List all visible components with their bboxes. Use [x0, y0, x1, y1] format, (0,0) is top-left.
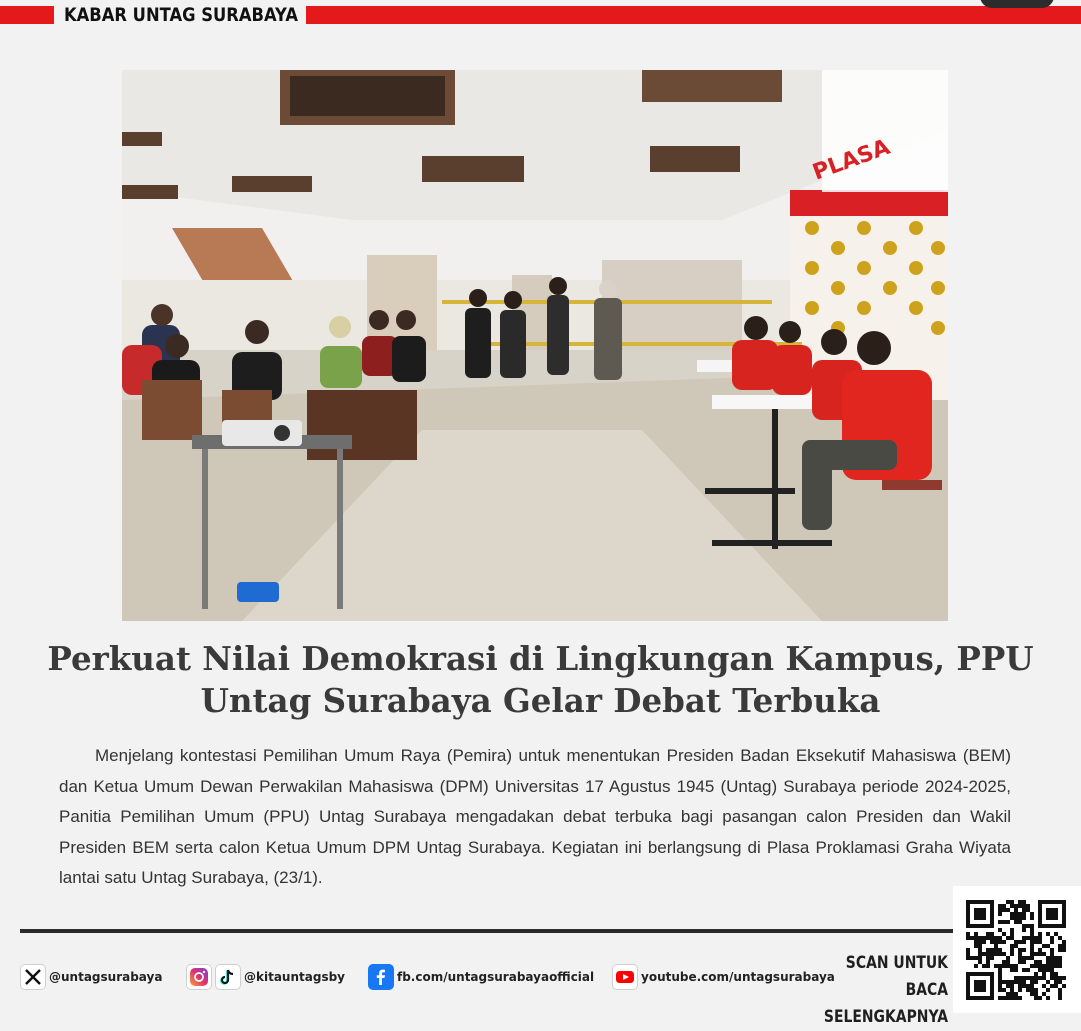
qr-code	[953, 886, 1081, 1013]
x-handle-link[interactable]	[20, 963, 162, 991]
header-stripe-left	[0, 6, 54, 24]
scan-line-2: SELENGKAPNYA	[823, 1007, 948, 1027]
plasa-sign: PLASA	[809, 134, 894, 186]
article-headline	[40, 638, 1041, 722]
facebook-text: fb.com/untagsurabayaofficial	[397, 970, 595, 984]
footer-divider	[20, 929, 955, 933]
header-stripe-right	[306, 6, 1081, 24]
header-bar	[0, 0, 1081, 30]
scan-line-1: SCAN UNTUK BACA	[845, 953, 948, 1000]
facebook-icon	[368, 964, 394, 990]
ig-tiktok-handle-link[interactable]	[186, 963, 345, 991]
headline-line-2: Untag Surabaya Gelar Debat Terbuka	[200, 681, 881, 720]
youtube-icon	[612, 964, 638, 990]
x-icon	[20, 964, 46, 990]
article-body: Menjelang kontestasi Pemilihan Umum Raya (Pemira) untuk menentukan Presiden Badan Eksekutif Mahasiswa (BEM) dan Ketua Umum Dewan Perwakilan Mahasiswa (DPM) Universitas 17 Agustus 1945 (Untag) Surabaya periode 2024-2025, Panitia Pemilihan Umum (PPU) Untag Surabaya mengadakan debat terbuka bagi pasangan calon Presiden dan Wakil Presiden BEM serta calon Ketua Umum DPM Untag Surabaya. Kegiatan ini berlangsung di Plasa Proklamasi Graha Wiyata lantai satu Untag Surabaya, (23/1).	[59, 746, 1011, 888]
tiktok-icon	[215, 964, 241, 990]
scan-caption	[810, 950, 948, 1031]
youtube-text: youtube.com/untagsurabaya	[641, 970, 835, 984]
qr-code-panel[interactable]	[953, 886, 1081, 1013]
youtube-link[interactable]	[612, 963, 835, 991]
headline-line-1: Perkuat Nilai Demokrasi di Lingkungan Kampus, PPU	[47, 639, 1034, 678]
article-photo	[122, 70, 948, 621]
header-title: KABAR UNTAG SURABAYA	[64, 4, 298, 26]
instagram-icon	[186, 964, 212, 990]
x-handle-text: @untagsurabaya	[49, 970, 163, 984]
ig-tiktok-handle-text: @kitauntagsby	[244, 970, 345, 984]
facebook-link[interactable]	[368, 963, 594, 991]
header-corner-tab	[980, 0, 1054, 8]
